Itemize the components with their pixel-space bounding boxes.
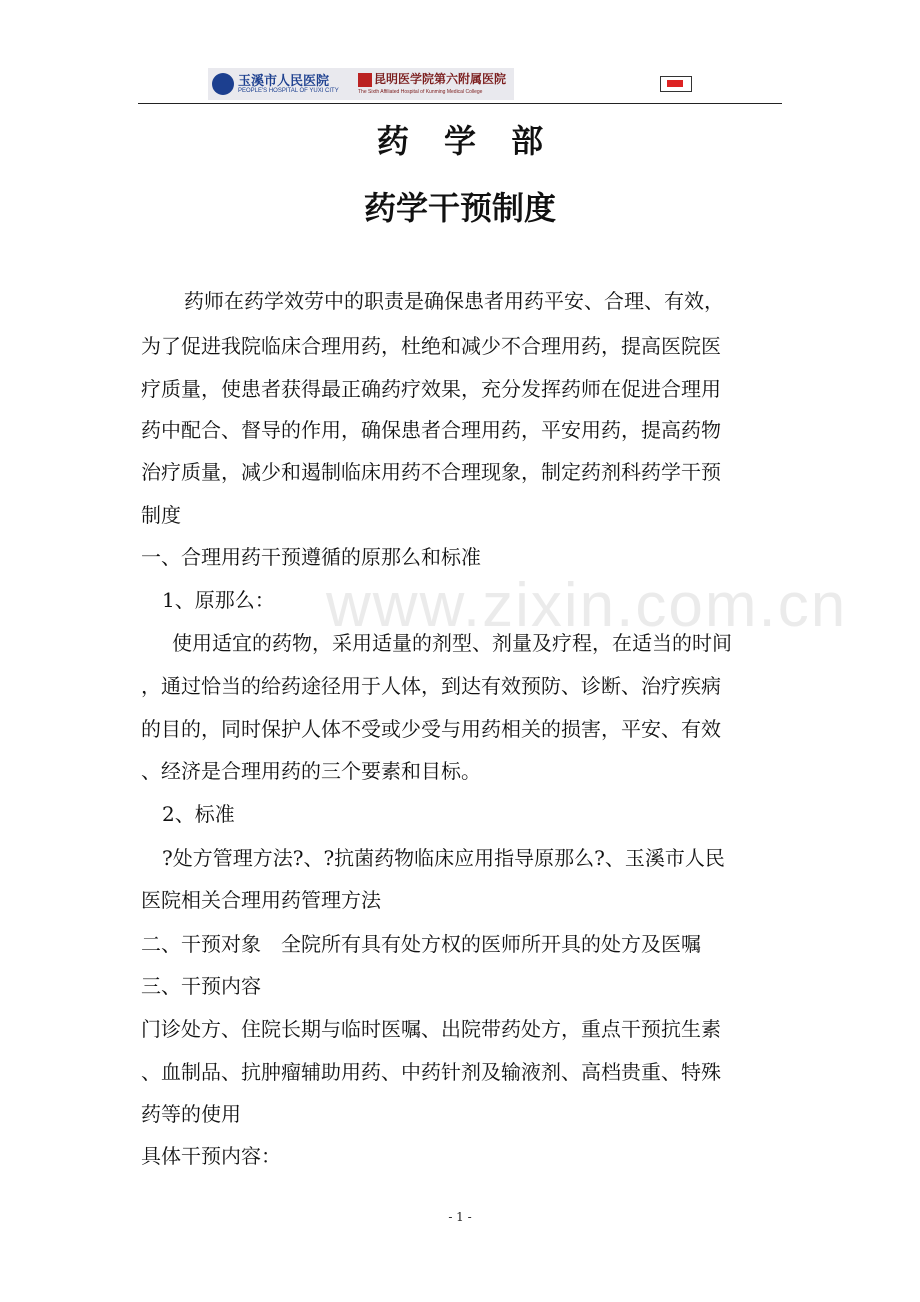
body-line: 、经济是合理用药的三个要素和目标。 bbox=[141, 759, 481, 783]
body-line: 门诊处方、住院长期与临时医嘱、出院带药处方，重点干预抗生素 bbox=[141, 1017, 721, 1041]
body-line: 药师在药学效劳中的职责是确保患者用药平安、合理、有效， bbox=[184, 289, 724, 313]
section-heading: 一、合理用药干预遵循的原那么和标准 bbox=[141, 545, 481, 569]
hospital-emblem-icon bbox=[212, 73, 234, 95]
hospital-logo bbox=[208, 68, 514, 100]
college-emblem-icon bbox=[358, 73, 372, 87]
body-line: 治疗质量，减少和遏制临床用药不合理现象，制定药剂科药学干预 bbox=[141, 460, 721, 484]
subsection-heading: 1、原那么： bbox=[162, 588, 275, 612]
body-line: 具体干预内容： bbox=[141, 1144, 281, 1168]
body-line: 药等的使用 bbox=[141, 1102, 241, 1126]
body-line: 为了促进我院临床合理用药，杜绝和减少不合理用药，提高医院医 bbox=[141, 334, 721, 358]
page-number: - 1 - bbox=[448, 1210, 472, 1224]
body-line: 药中配合、督导的作用，确保患者合理用药，平安用药，提高药物 bbox=[141, 418, 721, 442]
section-heading: 三、干预内容 bbox=[141, 974, 261, 998]
logo-english-name: PEOPLE'S HOSPITAL OF YUXI CITY bbox=[238, 88, 339, 94]
body-line: 、血制品、抗肿瘤辅助用药、中药针剂及输液剂、高档贵重、特殊 bbox=[141, 1060, 721, 1084]
body-line: 的目的，同时保护人体不受或少受与用药相关的损害，平安、有效 bbox=[141, 717, 721, 741]
flag-icon bbox=[660, 76, 692, 92]
watermark: www.zixin.com.cn bbox=[326, 571, 848, 640]
page-header bbox=[138, 66, 782, 106]
body-line: 医院相关合理用药管理方法 bbox=[141, 888, 381, 912]
section-heading: 二、干预对象 全院所有具有处方权的医师所开具的处方及医嘱 bbox=[141, 932, 701, 956]
logo-college-english-name: The Sixth Affiliated Hospital of Kunming Medical College bbox=[358, 89, 483, 95]
body-line: 使用适宜的药物，采用适量的剂型、剂量及疗程，在适当的时间 bbox=[172, 631, 732, 655]
department-title: 药 学 部 bbox=[376, 122, 556, 160]
document-title: 药学干预制度 bbox=[363, 189, 556, 227]
logo-chinese-name: 玉溪市人民医院 bbox=[238, 74, 330, 89]
body-line: ?处方管理方法?、?抗菌药物临床应用指导原那么?、玉溪市人民 bbox=[162, 846, 725, 870]
logo-college-chinese-name: 昆明医学院第六附属医院 bbox=[374, 72, 507, 86]
subsection-heading: 2、标准 bbox=[162, 802, 235, 826]
header-divider bbox=[138, 103, 782, 104]
body-line: 疗质量，使患者获得最正确药疗效果，充分发挥药师在促进合理用 bbox=[141, 377, 721, 401]
body-line: 制度 bbox=[141, 503, 181, 527]
body-line: ，通过恰当的给药途径用于人体，到达有效预防、诊断、治疗疾病 bbox=[141, 674, 721, 698]
